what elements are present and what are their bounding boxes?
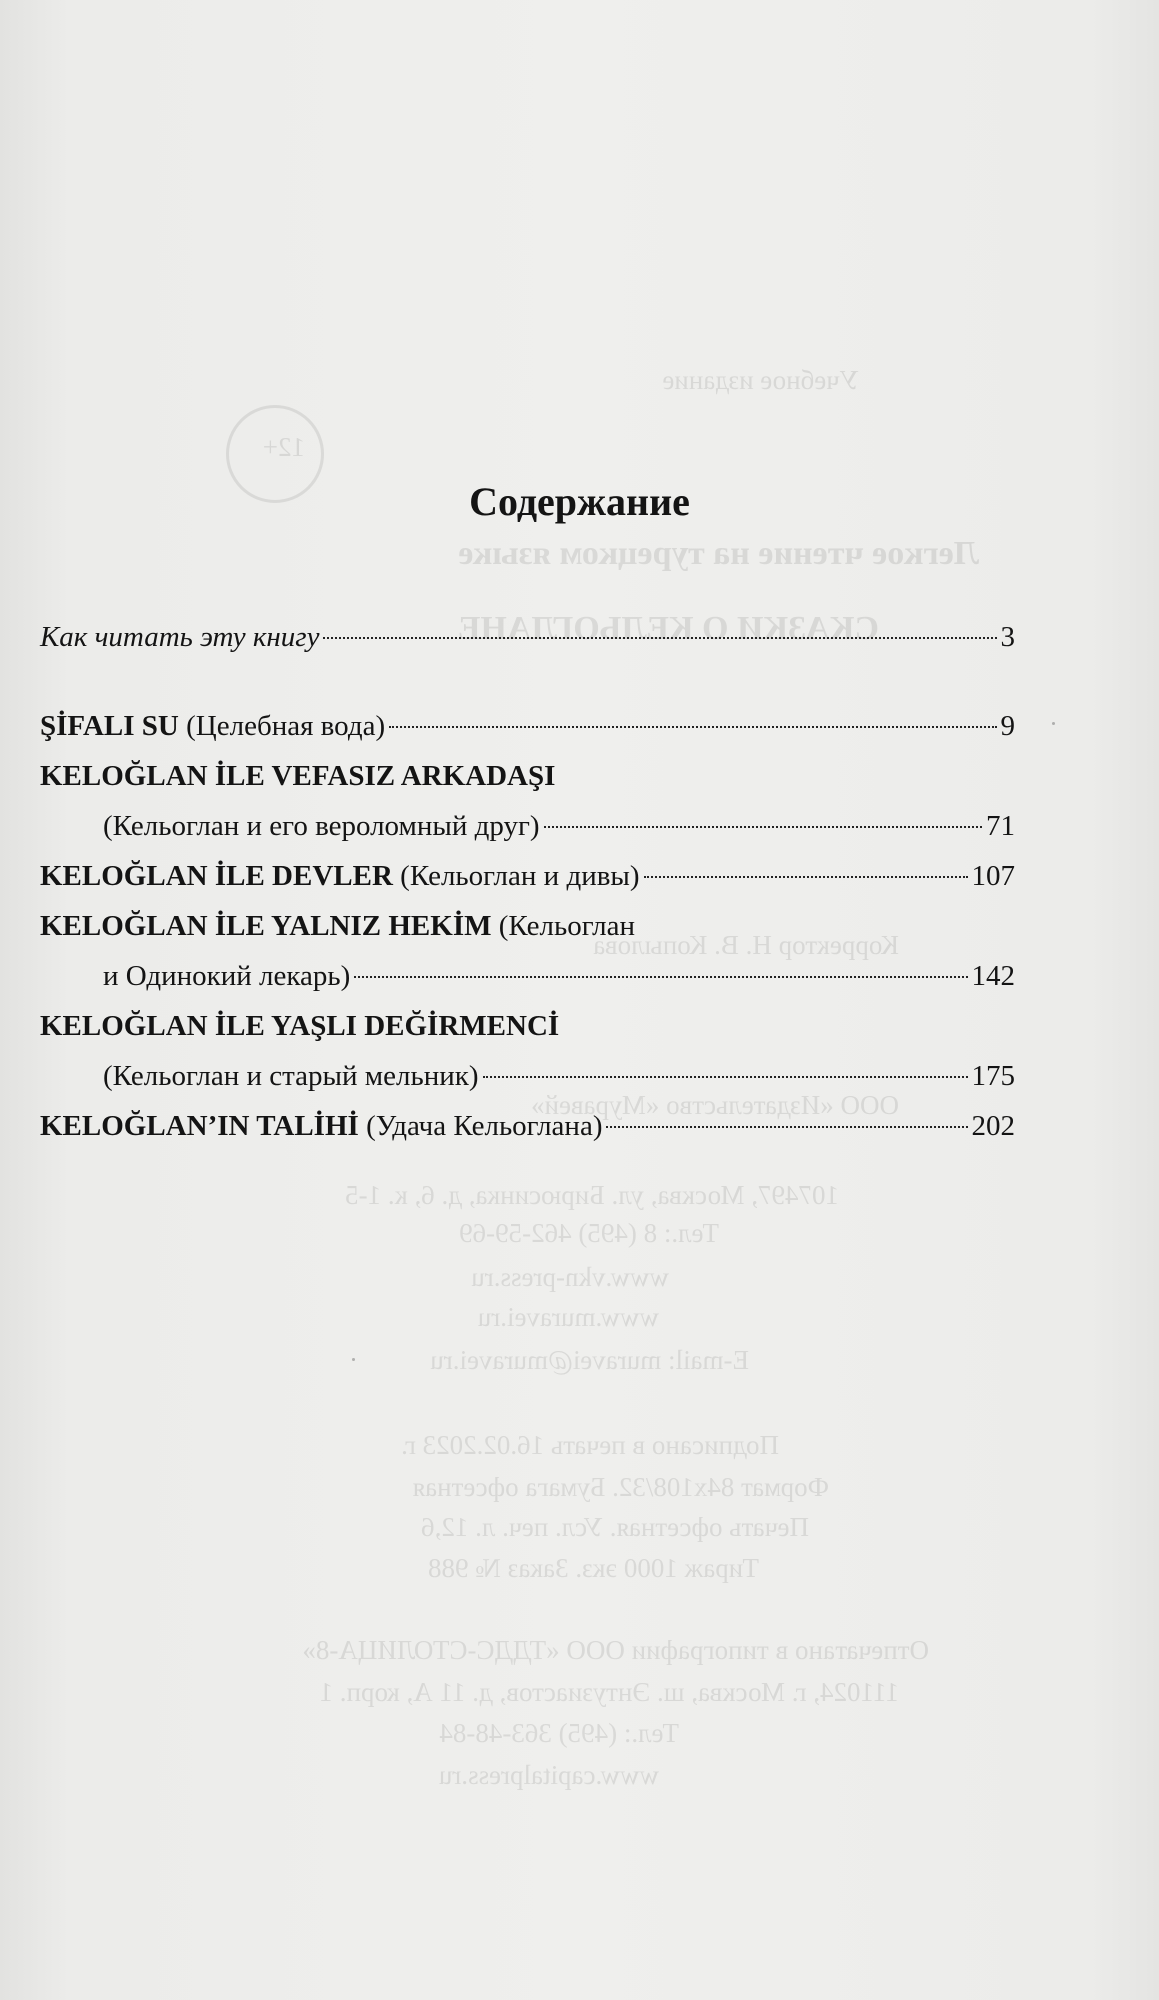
toc-entry-devler[interactable] [40,851,1015,901]
toc-entry-yalniz-hekim-heading[interactable] [40,901,1015,951]
toc-entry-talihi[interactable] [40,1101,1015,1151]
paper-speck [1052,722,1055,725]
bleed-line: 111024, г. Москва, ш. Энтузиастов, д. 11 А, корп. 1 [319,1677,899,1707]
bleed-line: Подписано в печать 16.02.2023 г. [401,1430,779,1460]
dot-leader [644,876,968,878]
toc-page-number: 9 [1000,710,1015,742]
bleed-line: Печать офсетная. Усл. печ. л. 12,6 [421,1512,809,1542]
bleed-line: Тираж 1000 экз. Заказ № 988 [427,1553,759,1583]
bleed-line: ООО «Издательство «Муравей» [531,1090,899,1120]
bleed-line: Легкое чтение на турецком языке [458,535,979,572]
toc-entry-title-turkish: KELOĞLAN İLE VEFASIZ ARKADAŞI [40,760,556,792]
toc-page-number: 107 [971,860,1015,892]
bleed-line: 12+ [262,432,305,462]
toc-entry-title-turkish: KELOĞLAN İLE YAŞLI DEĞİRMENCİ [40,1010,560,1042]
dot-leader [606,1126,967,1128]
toc-page-number: 175 [971,1060,1015,1092]
toc-entry-title-turkish: KELOĞLAN’IN TALİHİ [40,1110,359,1142]
paper-speck [352,1358,355,1361]
toc-entry-yalniz-hekim[interactable] [40,951,1015,1001]
bleed-line: СКАЗКИ О КЕЛЬОГЛАНЕ [457,610,879,647]
toc-entry-title-russian: (Кельоглан и дивы) [400,860,640,892]
toc-page-number: 71 [986,810,1015,842]
toc-entry-sifali-su[interactable] [40,701,1015,751]
dot-leader [544,826,982,828]
dot-leader [354,976,967,978]
toc-entry-title-russian: (Кельоглан [498,910,635,942]
bleed-line: Тел.: 8 (495) 462-59-69 [459,1218,719,1248]
toc-entry-title-russian-cont: и Одинокий лекарь) [103,960,351,992]
bleed-line: Тел.: (495) 363-48-84 [439,1718,679,1748]
spacer [40,662,1015,701]
toc-entry-title-russian: (Целебная вода) [186,710,386,742]
toc-entry-vefasiz-arkadasi[interactable] [40,801,1015,851]
toc-entry-title-turkish: KELOĞLAN İLE YALNIZ HEKİM [40,910,492,942]
toc-entry-yasli-degirmenci-heading[interactable] [40,1001,1015,1051]
toc-entry-title-russian: (Удача Кельоглана) [366,1110,603,1142]
toc-heading: Содержание [469,479,690,524]
bleed-line: Учебное издание [662,365,859,395]
bleed-line: Отпечатано в типографии ООО «ТДДС-СТОЛИЦА-8» [302,1635,929,1665]
bleed-line: Формат 84х108/32. Бумага офсетная [412,1472,829,1502]
toc-page-number: 202 [971,1110,1015,1142]
toc-entry-title-turkish: ŞİFALI SU [40,710,179,742]
bleed-line: Корректор Н. В. Копылова [593,930,899,960]
toc-entry-title-turkish: KELOĞLAN İLE DEVLER [40,860,393,892]
toc-page-number: 3 [1000,621,1015,653]
toc-entry-intro[interactable] [40,612,1015,662]
toc-entry-title-russian: (Кельоглан и старый мельник) [103,1060,479,1092]
toc-entry-vefasiz-arkadasi-heading[interactable] [40,751,1015,801]
dot-leader [389,726,996,728]
bleed-line: 107497, Москва, ул. Бирюсинка, д. 6, к. 1-5 [345,1180,839,1210]
bleed-line: www.vkn-press.ru [471,1262,669,1292]
toc-entry-yasli-degirmenci[interactable] [40,1051,1015,1101]
bleed-line: www.capitalpress.ru [438,1760,659,1790]
dot-leader [483,1076,968,1078]
dot-leader [323,637,996,639]
table-of-contents [40,612,1015,1151]
toc-page-number: 142 [971,960,1015,992]
bleed-line: www.muravei.ru [477,1302,659,1332]
toc-entry-title-russian: (Кельоглан и его вероломный друг) [103,810,540,842]
bleed-line: E-mail: muravei@muravei.ru [430,1345,749,1375]
toc-entry-title: Как читать эту книгу [40,621,320,653]
